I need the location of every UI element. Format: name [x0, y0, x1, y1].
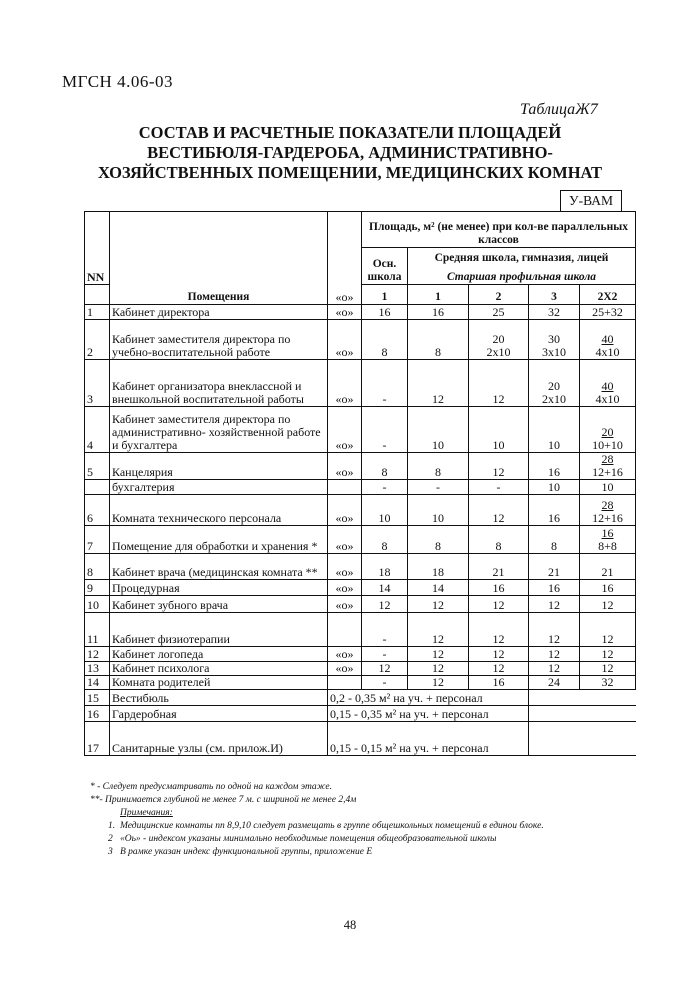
area-value: 8 [362, 526, 408, 554]
area-value: 32 [580, 676, 636, 690]
area-value: 12 [408, 596, 469, 613]
area-value: 8 [469, 526, 529, 554]
room-name: Помещение для обработки и хранения * [110, 526, 328, 554]
area-value: 12 [408, 647, 469, 662]
area-breakdown: 3х10 [542, 345, 566, 359]
room-name: Кабинет логопеда [110, 647, 328, 662]
area-value: - [469, 480, 529, 495]
area-value: 12 [580, 662, 636, 676]
nn-header-blank [85, 285, 110, 305]
area-value: 24 [529, 676, 580, 690]
room-name: Вестибюль [110, 690, 328, 706]
o-index: «о» [328, 453, 362, 480]
area-value: 8 [408, 320, 469, 360]
room-name: бухгалтерия [110, 480, 328, 495]
row-number: 11 [85, 613, 110, 647]
area-value: 16 [408, 305, 469, 320]
room-name: Кабинет организатора внеклассной и внешкольной воспитательной работы [110, 360, 328, 407]
area-value: 12 [408, 676, 469, 690]
area-breakdown: 4х10 [595, 345, 620, 359]
room-name: Кабинет заместителя директора по административно- хозяйственной работе и бухгалтера [110, 407, 328, 453]
area-value: 14 [408, 580, 469, 596]
area-value: 21 [469, 554, 529, 580]
o-index: «о» [328, 407, 362, 453]
note-item: 1. Медицинские комнаты пп 8,9,10 следует размещать в группе общешкольных помещений в единои блоке. [108, 821, 544, 831]
area-value: 21 [529, 554, 580, 580]
o-index: «о» [328, 305, 362, 320]
area-value [580, 453, 636, 480]
area-value: 10 [408, 495, 469, 526]
o-index: «о» [328, 320, 362, 360]
area-total: 16 [601, 526, 614, 540]
area-value: 16 [469, 580, 529, 596]
area-value [580, 495, 636, 526]
o-index: «о» [328, 495, 362, 526]
area-header: Площадь, м² (не менее) при кол-ве параллельных классов [362, 212, 636, 248]
area-value: 10 [408, 407, 469, 453]
room-name: Канцелярия [110, 453, 328, 480]
area-value: - [408, 480, 469, 495]
senior-school-header: Старшая профильная школа [408, 265, 636, 285]
table-title [0, 123, 700, 183]
area-value: 32 [529, 305, 580, 320]
area-breakdown: 2х10 [486, 345, 511, 359]
area-value: - [362, 480, 408, 495]
footnote: **- Принимается глубиной не менее 7 м. с шириной не менее 2,4м [90, 795, 357, 805]
area-value: 12 [469, 613, 529, 647]
o-index: «о» [328, 647, 362, 662]
area-value: 16 [362, 305, 408, 320]
row-number: 16 [85, 706, 110, 722]
area-value: 12 [469, 647, 529, 662]
area-value: 10 [529, 407, 580, 453]
area-value: 12 [469, 360, 529, 407]
area-rule: 0,15 - 0,15 м² на уч. + персонал [328, 722, 529, 756]
o-index: «о» [328, 580, 362, 596]
room-name: Кабинет психолога [110, 662, 328, 676]
o-index: «о» [328, 596, 362, 613]
area-value: 8 [408, 526, 469, 554]
area-value: 8 [408, 453, 469, 480]
area-value: 12 [408, 613, 469, 647]
area-value: 18 [362, 554, 408, 580]
room-name: Гардеробная [110, 706, 328, 722]
row-number: 1 [85, 305, 110, 320]
area-value: 25 [469, 305, 529, 320]
area-total: 20 [548, 379, 560, 393]
o-index: «о» [328, 554, 362, 580]
document-code: МГСН 4.06-03 [62, 72, 173, 91]
area-total: 20 [492, 332, 505, 346]
o-index: «о» [328, 360, 362, 407]
table-row [85, 690, 636, 706]
area-value: 12 [529, 647, 580, 662]
area-rule: 0,15 - 0,35 м² на уч. + персонал [328, 706, 529, 722]
area-value: 18 [408, 554, 469, 580]
nn-header: NN [85, 212, 110, 285]
row-number: 9 [85, 580, 110, 596]
class-count: 3 [529, 285, 580, 305]
group-index-box: У-ВАМ [560, 190, 622, 212]
table-row [85, 580, 636, 596]
class-count: 2 [469, 285, 529, 305]
table-row [85, 676, 636, 690]
note-item: 2 «Оь» - индексом указаны минимально необходимые помещения общеобразовательной школы [108, 834, 497, 844]
area-value: 10 [529, 480, 580, 495]
area-value: 21 [580, 554, 636, 580]
table-row [85, 320, 636, 360]
footnote: * - Следует предусматривать по одной на каждом этаже. [90, 782, 332, 792]
notes-header: Примечания: [120, 808, 173, 818]
area-value: 16 [529, 580, 580, 596]
area-breakdown: 2х10 [542, 392, 566, 406]
row-number: 7 [85, 526, 110, 554]
room-name: Кабинет врача (медицинская комната ** [110, 554, 328, 580]
room-name: Кабинет физиотерапии [110, 613, 328, 647]
area-breakdown: 8+8 [598, 539, 617, 553]
table-row [85, 647, 636, 662]
area-value: - [362, 613, 408, 647]
row-number: 6 [85, 495, 110, 526]
area-value: 12 [469, 495, 529, 526]
row-number: 4 [85, 407, 110, 453]
table-row [85, 453, 636, 480]
area-total: 30 [548, 332, 560, 346]
class-count: 1 [408, 285, 469, 305]
table-row [85, 596, 636, 613]
basic-school-header: Осн. школа [362, 248, 408, 285]
area-value: 12 [408, 662, 469, 676]
notes-section [90, 781, 650, 859]
table-row [85, 480, 636, 495]
table-row [85, 662, 636, 676]
area-value: 16 [529, 453, 580, 480]
area-value: 16 [580, 580, 636, 596]
class-count: 2Х2 [580, 285, 636, 305]
area-value: 25+32 [580, 305, 636, 320]
area-value: 12 [580, 647, 636, 662]
area-value: 8 [362, 453, 408, 480]
area-value [529, 360, 580, 407]
area-value: 8 [362, 320, 408, 360]
title-line: ВЕСТИБЮЛЯ-ГАРДЕРОБА, АДМИНИСТРАТИВНО- [147, 143, 553, 162]
room-header: Помещения [110, 212, 328, 305]
area-value: - [362, 407, 408, 453]
area-value: 12 [529, 613, 580, 647]
row-number: 5 [85, 453, 110, 480]
area-breakdown: 12+16 [592, 465, 623, 479]
area-total: 20 [601, 425, 614, 439]
table-row [85, 554, 636, 580]
area-total: 40 [601, 379, 614, 393]
table-row [85, 360, 636, 407]
secondary-school-header: Средняя школа, гимназия, лицей [408, 248, 636, 265]
blank-cell [529, 706, 636, 722]
area-value: 12 [362, 662, 408, 676]
o-index [328, 480, 362, 495]
area-total: 28 [601, 452, 614, 466]
area-value: 12 [469, 453, 529, 480]
area-rule: 0,2 - 0,35 м² на уч. + персонал [328, 690, 529, 706]
area-value: 12 [408, 360, 469, 407]
table-number: ТаблицаЖ7 [520, 101, 598, 118]
o-index: «о» [328, 662, 362, 676]
row-number: 12 [85, 647, 110, 662]
o-index: «о» [328, 526, 362, 554]
area-value: 14 [362, 580, 408, 596]
row-number: 17 [85, 722, 110, 756]
row-number [85, 480, 110, 495]
table-row [85, 613, 636, 647]
area-value [469, 320, 529, 360]
area-breakdown: 12+16 [592, 511, 623, 525]
area-total: 40 [601, 332, 614, 346]
table-row [85, 305, 636, 320]
area-value: 10 [362, 495, 408, 526]
area-value: 12 [529, 662, 580, 676]
area-value [580, 360, 636, 407]
room-name: Санитарные узлы (см. прилож.И) [110, 722, 328, 756]
o-index [328, 676, 362, 690]
row-number: 3 [85, 360, 110, 407]
table-row [85, 495, 636, 526]
page-number: 48 [343, 918, 357, 932]
area-value: 12 [469, 662, 529, 676]
note-item: 3 В рамке указан индекс функциональной группы, приложение Е [108, 847, 373, 857]
area-value: 16 [529, 495, 580, 526]
area-table [84, 211, 636, 756]
row-number: 2 [85, 320, 110, 360]
area-value [580, 407, 636, 453]
o-header: «о» [328, 212, 362, 305]
room-name: Процедурная [110, 580, 328, 596]
area-value: 10 [580, 480, 636, 495]
title-line: ХОЗЯЙСТВЕННЫХ ПОМЕЩЕНИИ, МЕДИЦИНСКИХ КОМНАТ [98, 163, 602, 182]
table-row [85, 526, 636, 554]
area-value: 16 [469, 676, 529, 690]
area-value [529, 320, 580, 360]
room-name: Кабинет директора [110, 305, 328, 320]
area-value [580, 320, 636, 360]
area-value: - [362, 360, 408, 407]
table-row [85, 722, 636, 756]
room-name: Кабинет зубного врача [110, 596, 328, 613]
title-line: СОСТАВ И РАСЧЕТНЫЕ ПОКАЗАТЕЛИ ПЛОЩАДЕЙ [138, 123, 562, 142]
row-number: 13 [85, 662, 110, 676]
class-count: 1 [362, 285, 408, 305]
table-row [85, 706, 636, 722]
area-value: 12 [529, 596, 580, 613]
area-value: - [362, 676, 408, 690]
area-value: 12 [580, 596, 636, 613]
o-index [328, 613, 362, 647]
room-name: Кабинет заместителя директора по учебно-воспитательной работе [110, 320, 328, 360]
room-name: Комната родителей [110, 676, 328, 690]
area-value: 10 [469, 407, 529, 453]
area-value: 8 [529, 526, 580, 554]
area-value: 12 [362, 596, 408, 613]
row-number: 15 [85, 690, 110, 706]
area-breakdown: 4х10 [595, 392, 620, 406]
blank-cell [529, 690, 636, 706]
area-value: - [362, 647, 408, 662]
row-number: 8 [85, 554, 110, 580]
room-name: Комната технического персонала [110, 495, 328, 526]
area-value: 12 [580, 613, 636, 647]
area-value: 12 [469, 596, 529, 613]
table-row [85, 407, 636, 453]
area-total: 28 [601, 498, 614, 512]
blank-cell [529, 722, 636, 756]
area-value [580, 526, 636, 554]
row-number: 14 [85, 676, 110, 690]
area-breakdown: 10+10 [592, 438, 623, 452]
row-number: 10 [85, 596, 110, 613]
